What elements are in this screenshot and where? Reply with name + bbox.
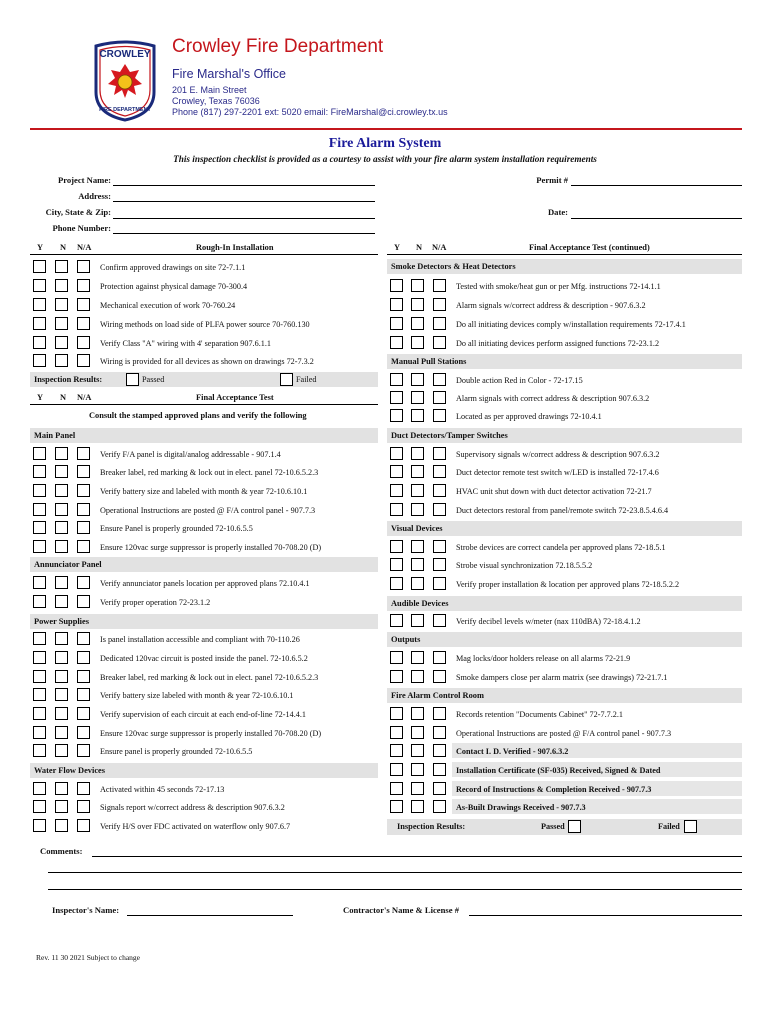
water-2-na[interactable]	[77, 800, 90, 813]
power-6-label: Ensure 120vac surge suppressor is properly installed 70-708.20 (D)	[100, 729, 322, 738]
facp-2-na[interactable]	[433, 726, 446, 739]
rough-in-2-na[interactable]	[77, 279, 90, 292]
main-panel-6-y[interactable]	[33, 540, 46, 553]
main-panel-1-label: Verify F/A panel is digital/analog addressable - 907.1.4	[100, 450, 281, 459]
duct-4-na[interactable]	[433, 503, 446, 516]
power-6-y[interactable]	[33, 726, 46, 739]
final-passed-label: Passed	[541, 822, 565, 831]
rough-in-5-n[interactable]	[55, 336, 68, 349]
pull-3-na[interactable]	[433, 409, 446, 422]
audible-1-y[interactable]	[390, 614, 403, 627]
annunciator-bar: Annunciator Panel	[30, 557, 378, 572]
final-failed-label: Failed	[658, 822, 680, 831]
outputs-2-y[interactable]	[390, 670, 403, 683]
annunciator-1-label: Verify annunciator panels location per approved plans 72.10.4.1	[100, 579, 310, 588]
project-name-field[interactable]	[113, 185, 375, 186]
power-5-n[interactable]	[55, 707, 68, 720]
rough-in-4-label: Wiring methods on load side of PLFA power source 70-760.130	[100, 320, 310, 329]
permit-field[interactable]	[571, 185, 742, 186]
smoke-2-n[interactable]	[411, 298, 424, 311]
duct-1-n[interactable]	[411, 447, 424, 460]
power-1-y[interactable]	[33, 632, 46, 645]
smoke-detectors-bar: Smoke Detectors & Heat Detectors	[387, 259, 742, 274]
rough-in-failed-label: Failed	[296, 375, 317, 384]
visual-1-na[interactable]	[433, 540, 446, 553]
smoke-1-label: Tested with smoke/heat gun or per Mfg. instructions 72-14.1.1	[456, 282, 661, 291]
outputs-1-na[interactable]	[433, 651, 446, 664]
rough-in-failed-checkbox[interactable]	[280, 373, 293, 386]
smoke-3-label: Do all initiating devices comply w/installation requirements 72-17.4.1	[456, 320, 686, 329]
water-1-n[interactable]	[55, 782, 68, 795]
record-label: Record of Instructions & Completion Received - 907.7.3	[456, 785, 652, 794]
power-6-na[interactable]	[77, 726, 90, 739]
rough-in-6-label: Wiring is provided for all devices as shown on drawings 72-7.3.2	[100, 357, 314, 366]
duct-2-label: Duct detector remote test switch w/LED is installed 72-17.4.6	[456, 468, 659, 477]
visual-2-n[interactable]	[411, 558, 424, 571]
install-cert-na[interactable]	[433, 763, 446, 776]
power-2-na[interactable]	[77, 651, 90, 664]
annunciator-2-na[interactable]	[77, 595, 90, 608]
annunciator-1-na[interactable]	[77, 576, 90, 589]
date-field[interactable]	[571, 218, 742, 219]
comments-line-1[interactable]	[92, 856, 742, 857]
main-panel-4-y[interactable]	[33, 503, 46, 516]
city-state-zip-field[interactable]	[113, 218, 375, 219]
pull-3-y[interactable]	[390, 409, 403, 422]
facp-2-n[interactable]	[411, 726, 424, 739]
fire-department-logo	[92, 40, 158, 122]
smoke-2-label: Alarm signals w/correct address & description - 907.6.3.2	[456, 301, 646, 310]
main-panel-3-na[interactable]	[77, 484, 90, 497]
duct-4-label: Duct detectors restoral from panel/remote switch 72-23.8.5.4.6.4	[456, 506, 669, 515]
smoke-3-n[interactable]	[411, 317, 424, 330]
main-panel-5-n[interactable]	[55, 521, 68, 534]
install-cert-label: Installation Certificate (SF-035) Received, Signed & Dated	[456, 766, 661, 775]
rough-in-2-label: Protection against physical damage 70-300.4	[100, 282, 248, 291]
city-address: Crowley, Texas 76036	[172, 96, 260, 106]
duct-detectors-bar: Duct Detectors/Tamper Switches	[387, 428, 742, 443]
water-2-y[interactable]	[33, 800, 46, 813]
power-5-y[interactable]	[33, 707, 46, 720]
power-1-na[interactable]	[77, 632, 90, 645]
duct-4-n[interactable]	[411, 503, 424, 516]
main-panel-1-y[interactable]	[33, 447, 46, 460]
main-panel-1-n[interactable]	[55, 447, 68, 460]
duct-3-label: HVAC unit shut down with duct detector activation 72-21.7	[456, 487, 652, 496]
audible-1-na[interactable]	[433, 614, 446, 627]
water-3-label: Verify H/S over FDC activated on waterflow only 907.6.7	[100, 822, 291, 831]
smoke-3-na[interactable]	[433, 317, 446, 330]
power-2-y[interactable]	[33, 651, 46, 664]
duct-3-na[interactable]	[433, 484, 446, 497]
pull-3-label: Located as per approved drawings 72-10.4.1	[456, 412, 602, 421]
visual-1-y[interactable]	[390, 540, 403, 553]
power-7-y[interactable]	[33, 744, 46, 757]
main-panel-2-na[interactable]	[77, 465, 90, 478]
contact-id-label: Contact I. D. Verified - 907.6.3.2	[456, 747, 569, 756]
power-4-y[interactable]	[33, 688, 46, 701]
rough-in-6-na[interactable]	[77, 354, 90, 367]
duct-2-n[interactable]	[411, 465, 424, 478]
outputs-2-n[interactable]	[411, 670, 424, 683]
facp-1-y[interactable]	[390, 707, 403, 720]
power-5-label: Verify supervision of each circuit at each end-of-line 72-14.4.1	[100, 710, 306, 719]
department-name: Crowley Fire Department	[172, 36, 384, 57]
water-1-y[interactable]	[33, 782, 46, 795]
as-built-n[interactable]	[411, 800, 424, 813]
smoke-2-na[interactable]	[433, 298, 446, 311]
inspector-label: Inspector's Name:	[52, 905, 120, 915]
power-1-n[interactable]	[55, 632, 68, 645]
rough-in-2-n[interactable]	[55, 279, 68, 292]
main-panel-2-label: Breaker label, red marking & lock out in elect. panel 72-10.6.5.2.3	[100, 468, 319, 477]
final-failed-checkbox[interactable]	[684, 820, 697, 833]
logo-top-text: CROWLEY	[99, 49, 151, 60]
rough-in-results-bar	[30, 372, 378, 387]
power-1-label: Is panel installation accessible and compliant with 70-110.26	[100, 635, 300, 644]
main-panel-5-y[interactable]	[33, 521, 46, 534]
contact-id-na[interactable]	[433, 744, 446, 757]
annunciator-1-n[interactable]	[55, 576, 68, 589]
inspector-field[interactable]	[127, 915, 293, 916]
right-header-rule	[387, 254, 742, 255]
phone-number-field[interactable]	[113, 233, 375, 234]
comments-label: Comments:	[40, 846, 83, 856]
contact-id-n[interactable]	[411, 744, 424, 757]
annunciator-2-label: Verify proper operation 72-23.1.2	[100, 598, 211, 607]
outputs-bar: Outputs	[387, 632, 742, 647]
duct-2-na[interactable]	[433, 465, 446, 478]
water-3-y[interactable]	[33, 819, 46, 832]
pull-3-n[interactable]	[411, 409, 424, 422]
power-7-na[interactable]	[77, 744, 90, 757]
visual-3-na[interactable]	[433, 577, 446, 590]
rough-in-results-label: Inspection Results:	[34, 375, 103, 384]
duct-1-na[interactable]	[433, 447, 446, 460]
smoke-1-na[interactable]	[433, 279, 446, 292]
visual-2-y[interactable]	[390, 558, 403, 571]
install-cert-n[interactable]	[411, 763, 424, 776]
smoke-4-label: Do all initiating devices perform assigned functions 72-23.1.2	[456, 339, 660, 348]
water-2-n[interactable]	[55, 800, 68, 813]
audible-1-n[interactable]	[411, 614, 424, 627]
water-3-n[interactable]	[55, 819, 68, 832]
city-state-zip-label: City, State & Zip:	[45, 207, 111, 217]
main-panel-2-n[interactable]	[55, 465, 68, 478]
power-2-n[interactable]	[55, 651, 68, 664]
duct-1-label: Supervisory signals w/correct address & description 907.6.3.2	[456, 450, 660, 459]
duct-2-y[interactable]	[390, 465, 403, 478]
pull-2-n[interactable]	[411, 391, 424, 404]
rough-in-5-na[interactable]	[77, 336, 90, 349]
final-col-n: N	[60, 393, 67, 402]
outputs-1-n[interactable]	[411, 651, 424, 664]
as-built-y[interactable]	[390, 800, 403, 813]
page-title: Fire Alarm System	[328, 136, 442, 151]
pull-2-na[interactable]	[433, 391, 446, 404]
power-2-label: Dedicated 120vac circuit is posted inside the panel. 72-10.6.5.2	[100, 654, 308, 663]
duct-3-y[interactable]	[390, 484, 403, 497]
audible-1-label: Verify decibel levels w/meter (nax 110dBA) 72-18.4.1.2	[456, 617, 641, 626]
right-col-n: N	[416, 243, 423, 252]
outputs-1-label: Mag locks/door holders release on all alarms 72-21.9	[456, 654, 631, 663]
pull-1-n[interactable]	[411, 373, 424, 386]
visual-1-label: Strobe devices are correct candela per approved plans 72-18.5.1	[456, 543, 666, 552]
visual-devices-bar: Visual Devices	[387, 521, 742, 536]
main-panel-bar: Main Panel	[30, 428, 378, 443]
rough-in-3-n[interactable]	[55, 298, 68, 311]
main-panel-4-na[interactable]	[77, 503, 90, 516]
duct-4-y[interactable]	[390, 503, 403, 516]
rough-in-passed-label: Passed	[142, 375, 165, 384]
pull-stations-bar: Manual Pull Stations	[387, 354, 742, 369]
power-4-n[interactable]	[55, 688, 68, 701]
visual-3-label: Verify proper installation & location per approved plans 72-18.5.2.2	[456, 580, 680, 589]
as-built-label: As-Built Drawings Received - 907.7.3	[456, 803, 586, 812]
rough-in-5-label: Verify Class "A" wiring with 4' separation 907.6.1.1	[100, 339, 271, 348]
final-acceptance-title: Final Acceptance Test	[196, 393, 274, 402]
visual-3-y[interactable]	[390, 577, 403, 590]
permit-label: Permit #	[536, 175, 568, 185]
left-col-n: N	[60, 243, 67, 252]
contact-line: Phone (817) 297-2201 ext: 5020 email: FireMarshal@ci.crowley.tx.us	[172, 107, 448, 117]
control-room-bar: Fire Alarm Control Room	[387, 688, 742, 703]
rough-in-6-y[interactable]	[33, 354, 46, 367]
power-4-na[interactable]	[77, 688, 90, 701]
rough-in-3-y[interactable]	[33, 298, 46, 311]
header-rule	[30, 128, 742, 130]
audible-devices-bar: Audible Devices	[387, 596, 742, 611]
comments-line-2[interactable]	[48, 872, 742, 873]
rough-in-title: Rough-In Installation	[196, 243, 274, 252]
address-label: Address:	[78, 191, 111, 201]
power-5-na[interactable]	[77, 707, 90, 720]
main-panel-5-label: Ensure Panel is properly grounded 72-10.6.5.5	[100, 524, 253, 533]
facp-1-label: Records retention "Documents Cabinet" 72-7.7.2.1	[456, 710, 623, 719]
smoke-1-y[interactable]	[390, 279, 403, 292]
main-panel-2-y[interactable]	[33, 465, 46, 478]
smoke-3-y[interactable]	[390, 317, 403, 330]
main-panel-1-na[interactable]	[77, 447, 90, 460]
rough-in-6-n[interactable]	[55, 354, 68, 367]
main-panel-4-n[interactable]	[55, 503, 68, 516]
duct-1-y[interactable]	[390, 447, 403, 460]
outputs-2-label: Smoke dampers close per alarm matrix (see drawings) 72-21.7.1	[456, 673, 668, 682]
power-3-na[interactable]	[77, 670, 90, 683]
rough-in-3-label: Mechanical execution of work 70-760.24	[100, 301, 236, 310]
pull-2-label: Alarm signals with correct address & description 907.6.3.2	[456, 394, 650, 403]
install-cert-y[interactable]	[390, 763, 403, 776]
rough-in-3-na[interactable]	[77, 298, 90, 311]
annunciator-2-n[interactable]	[55, 595, 68, 608]
page-subtitle: This inspection checklist is provided as a courtesy to assist with your fire alarm system installation requirements	[173, 154, 597, 164]
pull-1-y[interactable]	[390, 373, 403, 386]
annunciator-2-y[interactable]	[33, 595, 46, 608]
left-col-y: Y	[37, 243, 44, 252]
final-results-label: Inspection Results:	[397, 822, 466, 831]
smoke-4-n[interactable]	[411, 336, 424, 349]
power-3-n[interactable]	[55, 670, 68, 683]
visual-3-n[interactable]	[411, 577, 424, 590]
facp-1-na[interactable]	[433, 707, 446, 720]
power-7-label: Ensure panel is properly grounded 72-10.6.5.5	[100, 747, 253, 756]
power-4-label: Verify battery size labeled with month & year 72-10.6.10.1	[100, 691, 294, 700]
rough-in-4-n[interactable]	[55, 317, 68, 330]
annunciator-1-y[interactable]	[33, 576, 46, 589]
left-col-na: N/A	[77, 243, 92, 252]
water-2-label: Signals report w/correct address & description 907.6.3.2	[100, 803, 285, 812]
main-panel-6-label: Ensure 120vac surge suppressor is properly installed 70-708.20 (D)	[100, 543, 322, 552]
main-panel-5-na[interactable]	[77, 521, 90, 534]
smoke-4-na[interactable]	[433, 336, 446, 349]
outputs-2-na[interactable]	[433, 670, 446, 683]
revision-note: Rev. 11 30 2021 Subject to change	[36, 953, 141, 962]
final-passed-checkbox[interactable]	[568, 820, 581, 833]
water-flow-bar: Water Flow Devices	[30, 763, 378, 778]
contractor-label: Contractor's Name & License #	[343, 905, 459, 915]
contact-id-y[interactable]	[390, 744, 403, 757]
main-panel-4-label: Operational Instructions are posted @ F/A control panel - 907.7.3	[100, 506, 316, 515]
project-name-label: Project Name:	[57, 175, 111, 185]
main-panel-3-n[interactable]	[55, 484, 68, 497]
smoke-2-y[interactable]	[390, 298, 403, 311]
rough-in-1-n[interactable]	[55, 260, 68, 273]
consult-note: Consult the stamped approved plans and verify the following	[89, 411, 307, 420]
smoke-4-y[interactable]	[390, 336, 403, 349]
facp-2-label: Operational Instructions are posted @ F/A control panel - 907.7.3	[456, 729, 672, 738]
rough-in-4-na[interactable]	[77, 317, 90, 330]
rough-in-1-label: Confirm approved drawings on site 72-7.1.1	[100, 263, 246, 272]
final-header-rule	[30, 404, 378, 405]
main-panel-6-n[interactable]	[55, 540, 68, 553]
duct-3-n[interactable]	[411, 484, 424, 497]
power-6-n[interactable]	[55, 726, 68, 739]
power-supplies-bar: Power Supplies	[30, 614, 378, 629]
outputs-1-y[interactable]	[390, 651, 403, 664]
comments-line-3[interactable]	[48, 889, 742, 890]
smoke-1-n[interactable]	[411, 279, 424, 292]
facp-2-y[interactable]	[390, 726, 403, 739]
rough-in-1-y[interactable]	[33, 260, 46, 273]
power-3-y[interactable]	[33, 670, 46, 683]
final-col-na: N/A	[77, 393, 92, 402]
record-n[interactable]	[411, 782, 424, 795]
power-3-label: Breaker label, red marking & lock out in elect. panel 72-10.6.5.2.3	[100, 673, 319, 682]
rough-in-5-y[interactable]	[33, 336, 46, 349]
water-1-label: Activated within 45 seconds 72-17.13	[100, 785, 225, 794]
pull-1-na[interactable]	[433, 373, 446, 386]
logo-bottom-text: FIRE DEPARTMENT	[99, 107, 151, 113]
left-header-rule	[30, 254, 378, 255]
right-col-y: Y	[394, 243, 401, 252]
main-panel-3-label: Verify battery size and labeled with month & year 72-10.6.10.1	[100, 487, 308, 496]
rough-in-passed-checkbox[interactable]	[126, 373, 139, 386]
contractor-field[interactable]	[469, 915, 742, 916]
as-built-na[interactable]	[433, 800, 446, 813]
final-col-y: Y	[37, 393, 44, 402]
visual-2-label: Strobe visual synchronization 72.18.5.5.2	[456, 561, 593, 570]
main-panel-3-y[interactable]	[33, 484, 46, 497]
power-7-n[interactable]	[55, 744, 68, 757]
rough-in-1-na[interactable]	[77, 260, 90, 273]
visual-1-n[interactable]	[411, 540, 424, 553]
water-3-na[interactable]	[77, 819, 90, 832]
rough-in-4-y[interactable]	[33, 317, 46, 330]
rough-in-2-y[interactable]	[33, 279, 46, 292]
main-panel-6-na[interactable]	[77, 540, 90, 553]
visual-2-na[interactable]	[433, 558, 446, 571]
date-label: Date:	[547, 207, 568, 217]
street-address: 201 E. Main Street	[172, 85, 247, 95]
record-y[interactable]	[390, 782, 403, 795]
pull-1-label: Double action Red in Color - 72-17.15	[456, 376, 583, 385]
phone-number-label: Phone Number:	[52, 223, 111, 233]
final-continued-title: Final Acceptance Test (continued)	[529, 243, 650, 252]
pull-2-y[interactable]	[390, 391, 403, 404]
address-field[interactable]	[113, 201, 375, 202]
water-1-na[interactable]	[77, 782, 90, 795]
record-na[interactable]	[433, 782, 446, 795]
office-name: Fire Marshal's Office	[172, 67, 286, 81]
facp-1-n[interactable]	[411, 707, 424, 720]
right-col-na: N/A	[432, 243, 447, 252]
